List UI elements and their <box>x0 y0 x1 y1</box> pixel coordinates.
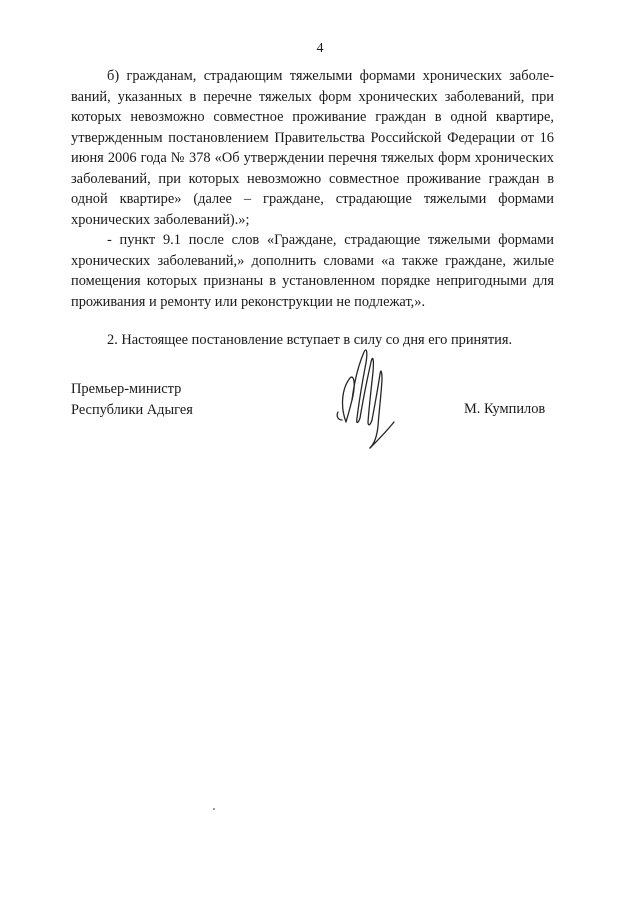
signatory-title-line-1: Премьер-министр <box>71 381 182 397</box>
document-body <box>71 66 554 351</box>
scan-speck <box>213 808 215 810</box>
signature-mark <box>332 344 404 456</box>
signatory-name: М. Кумпилов <box>464 401 546 417</box>
paragraph-entry-into-force: 2. Настоящее постановление вступает в силу со дня его принятия. <box>107 332 513 348</box>
signatory-title-line-2: Республики Адыгея <box>71 401 193 418</box>
signatory-title <box>71 379 193 420</box>
paragraph-item-9-1-amendment: - пункт 9.1 после слов «Граждане, страдающие тяжелыми формами хронических заболеваний,» дополнить словами «а также граждане, жилые помещения которых признаны в установленном порядке непригодными для проживания и ремонту или реконструкции не подлежат,». <box>71 232 554 310</box>
page-number: 4 <box>316 41 324 56</box>
paragraph-b-citizens-chronic-diseases: б) гражданам, страдающим тяжелыми формами хронических заболе-ваний, указанных в перечне тяжелых форм хронических заболеваний, при которых невозможно совместное проживание граждан в одной квартире, утвержденным постановлением Правительства Российской Федерации от 16 июня 2006 года № 378 «Об утверждении перечня тяжелых форм хронических заболеваний, при которых невозможно совместное проживание граждан в одной квартире» (далее – граждане, страдающие тяжелыми формами хронических заболеваний).»; <box>71 68 554 228</box>
